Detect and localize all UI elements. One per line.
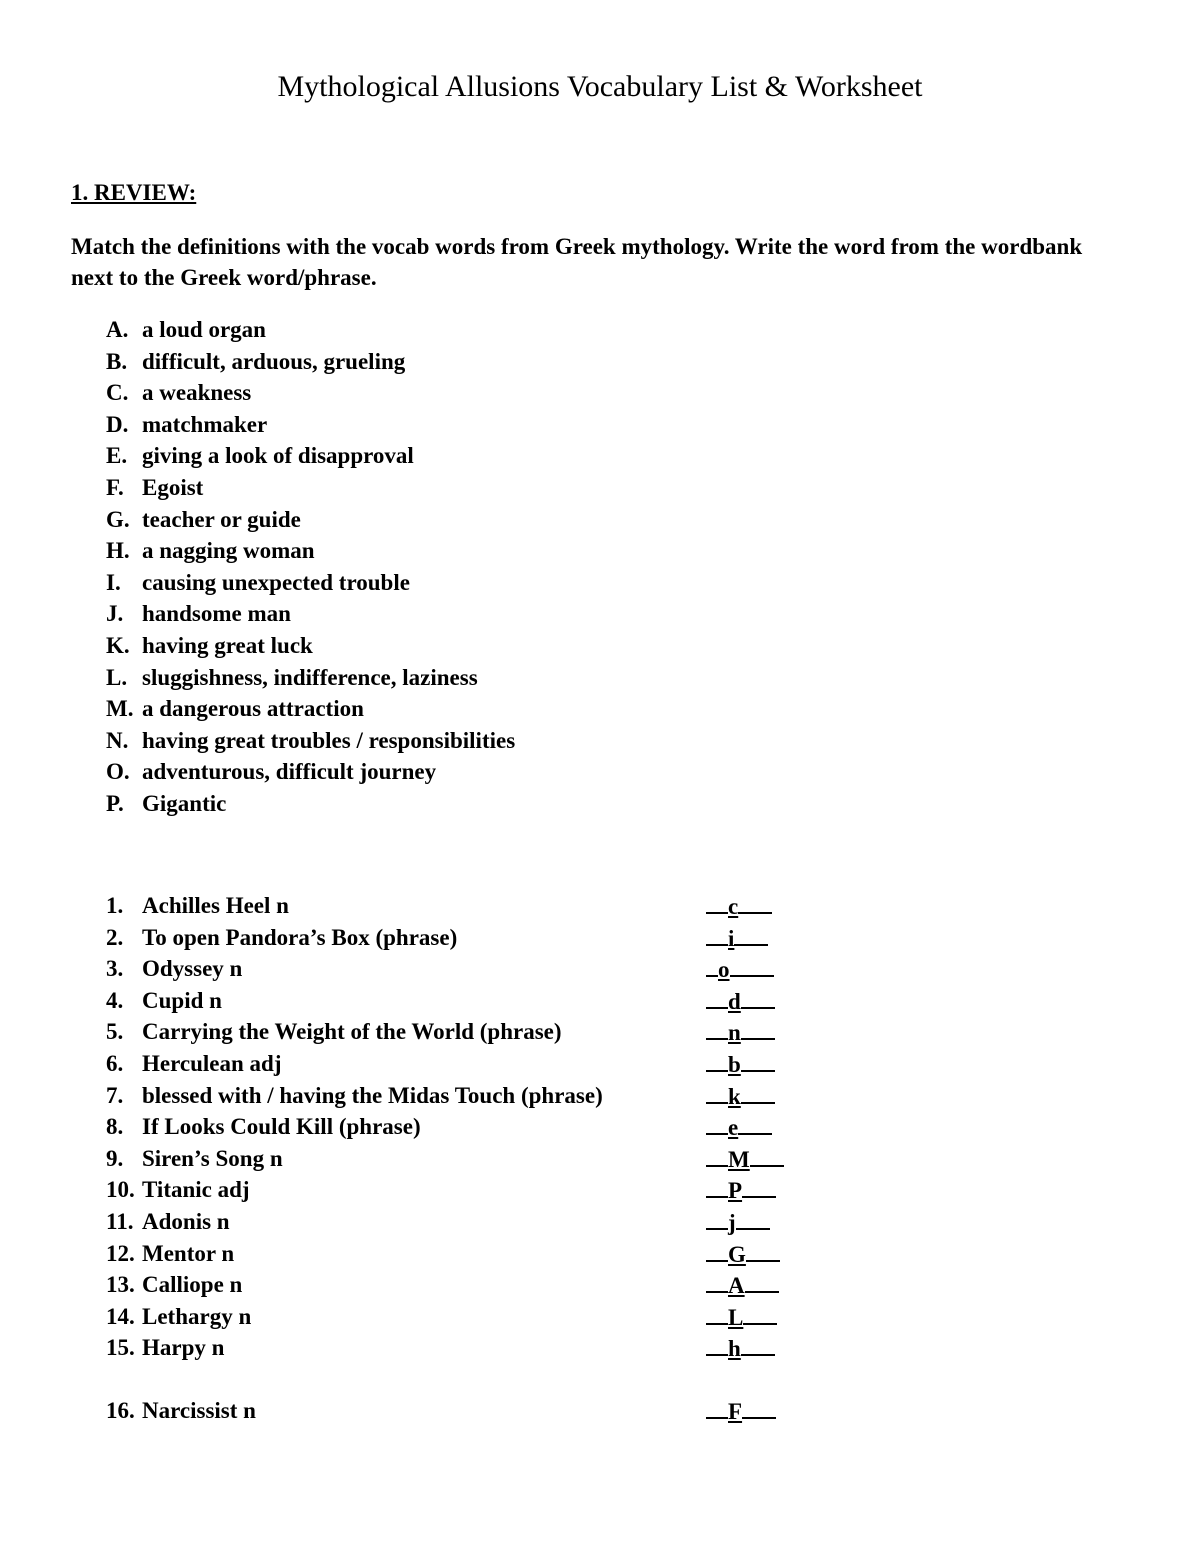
vocab-number: 7. bbox=[106, 1082, 124, 1108]
answer-underline bbox=[706, 1332, 728, 1356]
definition-text: a dangerous attraction bbox=[142, 696, 364, 722]
vocab-number: 4. bbox=[106, 987, 124, 1013]
definition-text: adventurous, difficult journey bbox=[142, 759, 437, 785]
answer-underline bbox=[706, 1395, 728, 1419]
vocab-item bbox=[106, 1174, 826, 1206]
answer-letter: n bbox=[728, 1020, 741, 1046]
definition-letter: H. bbox=[106, 538, 130, 564]
definition-letter: A. bbox=[106, 317, 129, 342]
definition-item bbox=[106, 440, 515, 472]
vocab-item bbox=[106, 890, 826, 922]
vocab-item bbox=[106, 985, 826, 1017]
definition-item bbox=[106, 409, 515, 441]
vocab-number: 10. bbox=[106, 1177, 135, 1203]
answer-letter: F bbox=[728, 1398, 743, 1424]
answer-underline bbox=[742, 1174, 776, 1198]
definition-item bbox=[106, 567, 515, 599]
answer-underline bbox=[741, 1080, 775, 1104]
definition-letter: L. bbox=[106, 664, 128, 690]
answer-underline bbox=[742, 1395, 776, 1419]
vocab-number: 12. bbox=[106, 1240, 135, 1266]
vocab-item bbox=[106, 1332, 826, 1364]
definition-text: having great luck bbox=[142, 632, 313, 658]
answer-underline bbox=[706, 953, 718, 977]
definition-item bbox=[106, 472, 515, 504]
answer-blank[interactable] bbox=[706, 1269, 779, 1302]
definition-item bbox=[106, 756, 515, 788]
definition-letter: P. bbox=[106, 790, 124, 816]
vocab-item bbox=[106, 953, 826, 985]
vocab-number: 9. bbox=[106, 1145, 124, 1171]
definition-letter: G. bbox=[106, 506, 130, 532]
vocab-item bbox=[106, 1143, 826, 1175]
answer-letter: M bbox=[728, 1146, 750, 1172]
vocab-term: Siren’s Song n bbox=[142, 1145, 283, 1171]
answer-letter: j bbox=[728, 1209, 736, 1235]
definition-item bbox=[106, 725, 515, 757]
definition-text: Gigantic bbox=[142, 790, 227, 816]
answer-underline bbox=[706, 1016, 728, 1040]
answer-blank[interactable] bbox=[706, 1174, 776, 1207]
vocab-number: 2. bbox=[106, 924, 124, 950]
vocab-term: Adonis n bbox=[142, 1208, 230, 1234]
vocab-term: Lethargy n bbox=[142, 1303, 252, 1329]
answer-underline bbox=[706, 1143, 728, 1167]
vocab-number: 3. bbox=[106, 956, 124, 982]
answer-underline bbox=[706, 922, 728, 946]
vocab-item bbox=[106, 922, 826, 954]
definition-letter: D. bbox=[106, 411, 129, 437]
definition-item bbox=[106, 504, 515, 536]
definition-text: teacher or guide bbox=[142, 506, 301, 532]
answer-underline bbox=[743, 1301, 777, 1325]
vocab-term: Mentor n bbox=[142, 1240, 235, 1266]
definition-text: a weakness bbox=[142, 380, 252, 406]
vocab-number: 11. bbox=[106, 1208, 134, 1234]
definition-text: sluggishness, indifference, laziness bbox=[142, 664, 478, 690]
definition-item bbox=[106, 788, 515, 820]
vocab-term: Harpy n bbox=[142, 1335, 225, 1361]
vocab-item bbox=[106, 1206, 826, 1238]
definition-letter: N. bbox=[106, 727, 129, 753]
page-title: Mythological Allusions Vocabulary List & Worksheet bbox=[277, 70, 923, 103]
definition-item bbox=[106, 535, 515, 567]
answer-blank[interactable] bbox=[706, 922, 768, 955]
answer-underline bbox=[741, 1048, 775, 1072]
answer-underline bbox=[706, 1048, 728, 1072]
vocab-item bbox=[106, 1048, 826, 1080]
answer-underline bbox=[706, 1301, 728, 1325]
definition-text: having great troubles / responsibilities bbox=[142, 727, 516, 753]
answer-blank[interactable] bbox=[706, 1206, 770, 1239]
definition-text: causing unexpected trouble bbox=[142, 569, 410, 595]
vocab-number: 14. bbox=[106, 1303, 135, 1329]
vocab-term: Narcissist n bbox=[142, 1397, 256, 1423]
definition-letter: M. bbox=[106, 696, 134, 722]
answer-blank[interactable] bbox=[706, 1332, 775, 1365]
vocab-item bbox=[106, 1080, 826, 1112]
vocab-item bbox=[106, 1238, 826, 1270]
answer-underline bbox=[706, 890, 728, 914]
answer-underline bbox=[741, 985, 775, 1009]
vocab-term: Odyssey n bbox=[142, 956, 243, 982]
answer-underline bbox=[738, 1111, 772, 1135]
vocab-item bbox=[106, 1111, 826, 1143]
answer-blank[interactable] bbox=[706, 985, 775, 1018]
answer-letter: G bbox=[728, 1241, 746, 1267]
vocab-term: blessed with / having the Midas Touch (phrase) bbox=[142, 1082, 603, 1108]
answer-letter: h bbox=[728, 1336, 741, 1362]
answer-letter: b bbox=[728, 1051, 741, 1077]
definition-letter: O. bbox=[106, 759, 130, 785]
definition-text: Egoist bbox=[142, 474, 204, 500]
vocab-number: 16. bbox=[106, 1397, 135, 1423]
answer-blank[interactable] bbox=[706, 890, 772, 923]
definition-item bbox=[106, 630, 515, 662]
definition-list bbox=[106, 314, 515, 820]
answer-letter: A bbox=[728, 1273, 745, 1299]
definition-item bbox=[106, 662, 515, 694]
section-heading-review: 1. REVIEW: bbox=[71, 180, 197, 205]
answer-underline bbox=[706, 985, 728, 1009]
answer-letter: i bbox=[728, 925, 735, 951]
vocab-item bbox=[106, 1301, 826, 1333]
answer-underline bbox=[741, 1332, 775, 1356]
vocab-term: Calliope n bbox=[142, 1272, 243, 1298]
answer-blank[interactable] bbox=[706, 1143, 784, 1176]
definition-letter: J. bbox=[106, 601, 124, 627]
vocab-number: 15. bbox=[106, 1335, 135, 1361]
answer-underline bbox=[741, 1016, 775, 1040]
definition-letter: K. bbox=[106, 632, 130, 658]
answer-underline bbox=[706, 1111, 728, 1135]
answer-letter: c bbox=[728, 894, 739, 919]
vocab-number: 1. bbox=[106, 893, 124, 918]
definition-text: giving a look of disapproval bbox=[142, 443, 414, 469]
answer-blank[interactable] bbox=[706, 1395, 776, 1428]
answer-underline bbox=[706, 1206, 728, 1230]
answer-blank[interactable] bbox=[706, 1111, 772, 1144]
definition-text: handsome man bbox=[142, 601, 291, 627]
definition-item bbox=[106, 693, 515, 725]
definition-letter: I. bbox=[106, 569, 121, 595]
vocab-number: 8. bbox=[106, 1114, 124, 1140]
vocab-term: Achilles Heel n bbox=[142, 893, 289, 918]
answer-letter: k bbox=[728, 1083, 741, 1109]
vocab-term: If Looks Could Kill (phrase) bbox=[142, 1114, 421, 1140]
instructions-text: Match the definitions with the vocab words from Greek mythology. Write the word from the wordbank next to the Greek word/phrase. bbox=[71, 234, 1083, 290]
vocab-item bbox=[106, 1395, 826, 1427]
definition-text: matchmaker bbox=[142, 411, 268, 437]
definition-item bbox=[106, 314, 515, 346]
vocab-term: Carrying the Weight of the World (phrase) bbox=[142, 1019, 562, 1045]
answer-blank[interactable] bbox=[706, 1301, 777, 1334]
vocab-term: Titanic adj bbox=[142, 1177, 250, 1203]
vocab-number: 5. bbox=[106, 1019, 124, 1045]
definition-letter: B. bbox=[106, 348, 128, 374]
vocab-item bbox=[106, 1016, 826, 1048]
answer-underline bbox=[730, 953, 774, 977]
answer-blank[interactable] bbox=[706, 1048, 775, 1081]
answer-underline bbox=[745, 1269, 779, 1293]
definition-item bbox=[106, 377, 515, 409]
definition-item bbox=[106, 346, 515, 378]
vocab-number: 13. bbox=[106, 1272, 135, 1298]
answer-blank[interactable] bbox=[706, 1016, 775, 1049]
answer-blank[interactable] bbox=[706, 1080, 775, 1113]
answer-underline bbox=[738, 890, 772, 914]
answer-letter: d bbox=[728, 988, 741, 1014]
definition-letter: C. bbox=[106, 380, 129, 406]
definition-text: a loud organ bbox=[142, 317, 266, 342]
vocab-list bbox=[106, 890, 826, 1427]
definition-item bbox=[106, 598, 515, 630]
answer-letter: o bbox=[718, 957, 730, 983]
vocab-term: To open Pandora’s Box (phrase) bbox=[142, 924, 458, 950]
vocab-term: Herculean adj bbox=[142, 1050, 282, 1076]
definition-letter: E. bbox=[106, 443, 128, 469]
vocab-number: 6. bbox=[106, 1050, 124, 1076]
answer-letter: e bbox=[728, 1115, 739, 1141]
vocab-term: Cupid n bbox=[142, 987, 222, 1013]
answer-underline bbox=[734, 922, 768, 946]
answer-underline bbox=[706, 1174, 728, 1198]
definition-text: a nagging woman bbox=[142, 538, 315, 564]
answer-letter: L bbox=[728, 1304, 744, 1330]
answer-letter: P bbox=[728, 1178, 743, 1204]
answer-underline bbox=[750, 1143, 784, 1167]
definition-letter: F. bbox=[106, 474, 124, 500]
vocab-item bbox=[106, 1269, 826, 1301]
answer-underline bbox=[706, 1080, 728, 1104]
answer-underline bbox=[706, 1238, 728, 1262]
answer-blank[interactable] bbox=[706, 1238, 780, 1271]
answer-underline bbox=[706, 1269, 728, 1293]
answer-underline bbox=[736, 1206, 770, 1230]
answer-blank[interactable] bbox=[706, 953, 774, 986]
answer-underline bbox=[746, 1238, 780, 1262]
definition-text: difficult, arduous, grueling bbox=[142, 348, 406, 374]
